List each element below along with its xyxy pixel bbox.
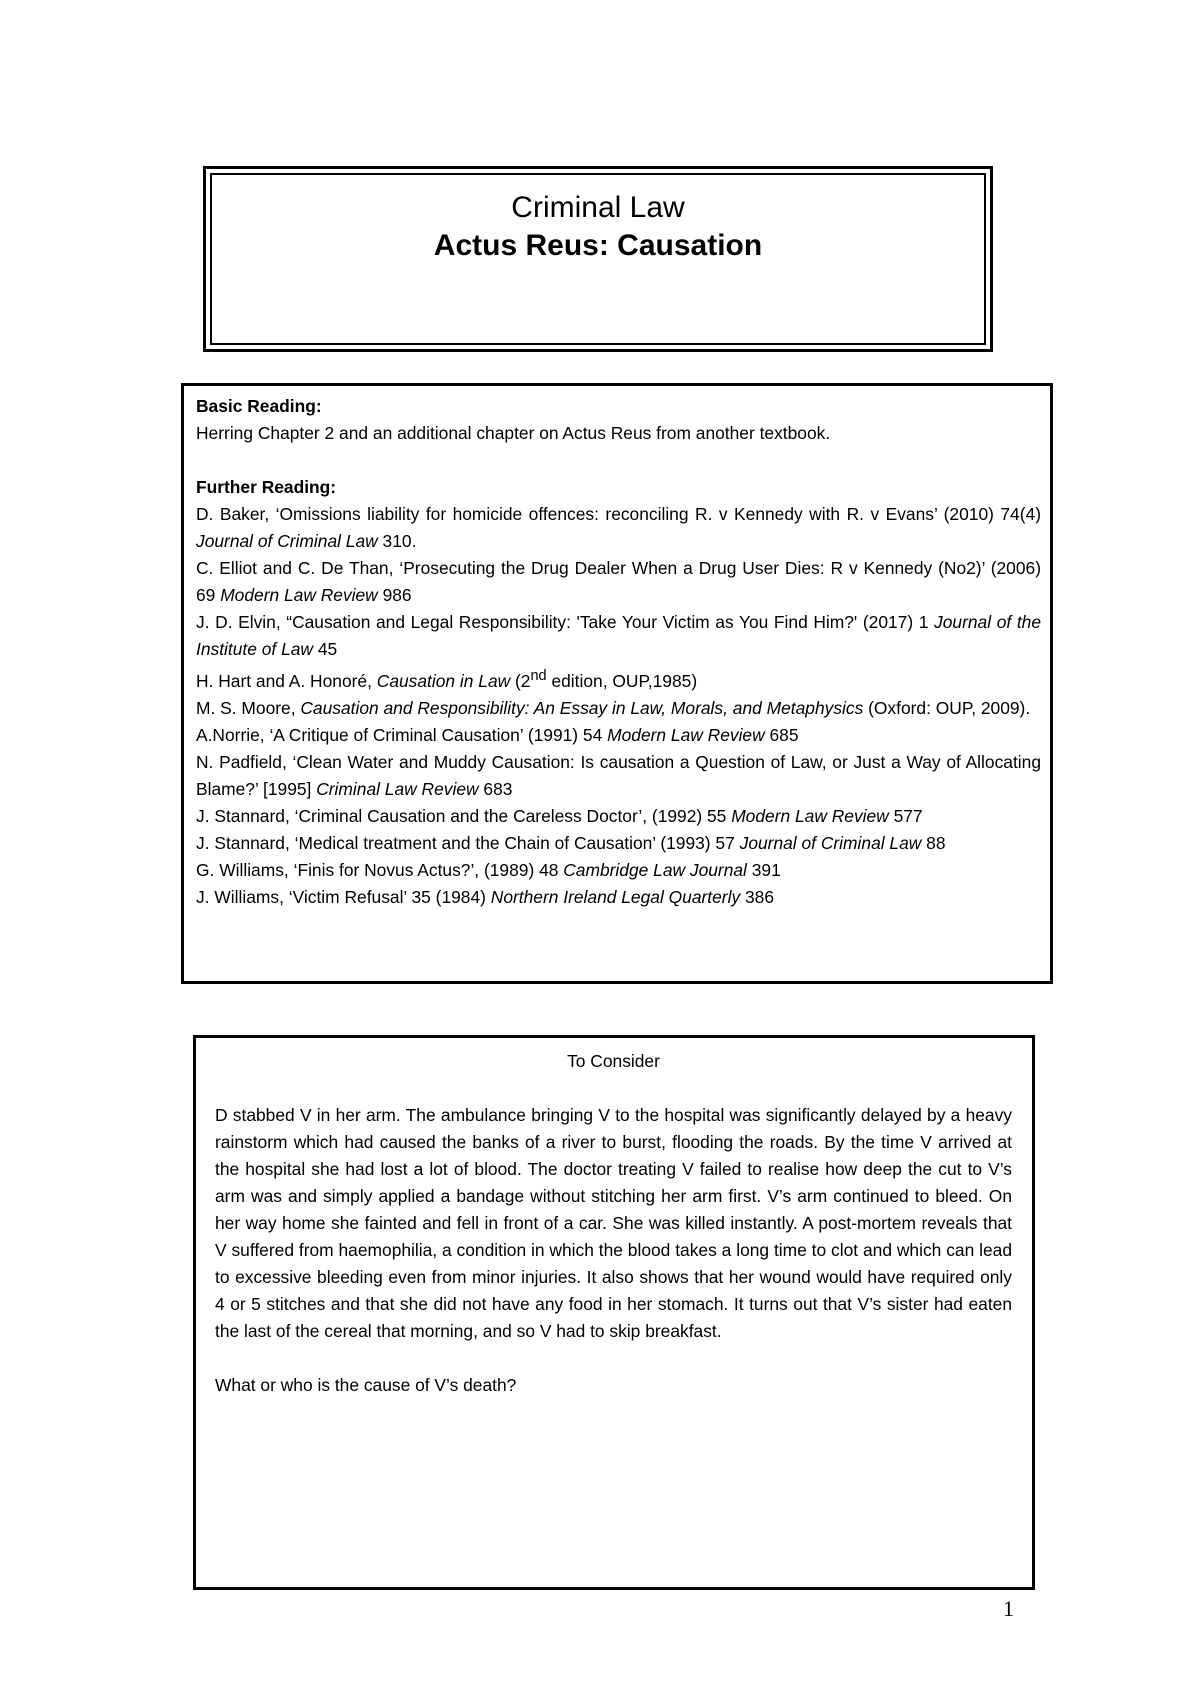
further-reading-heading: Further Reading: xyxy=(196,477,337,497)
reference-item: J. Stannard, ‘Medical treatment and the Chain of Causation’ (1993) 57 Journal of Criminal Law 88 xyxy=(196,832,946,853)
page-number: 1 xyxy=(1003,1596,1014,1621)
scenario-text: D stabbed V in her arm. The ambulance bringing V to the hospital was significantly delayed by a heavy rainstorm which had caused the banks of a river to burst, flooding the roads. By the time V arrived at the hospital she had lost a lot of blood. The doctor treating V failed to realise how deep the cut to V’s arm was and simply applied a bandage without stitching her arm first. V’s arm continued to bleed. On her way home she fainted and fell in front of a car. She was killed instantly. A post-mortem reveals that V suffered from haemophilia, a condition in which the blood takes a long time to clot and which can lead to excessive bleeding even from minor injuries. It also shows that her wound would have required only 4 or 5 stitches and that she did not have any food in her stomach. It turns out that V’s sister had eaten the last of the cereal that morning, and so V had to skip breakfast. xyxy=(215,1105,1012,1341)
question-text: What or who is the cause of V’s death? xyxy=(215,1375,517,1395)
reference-item: H. Hart and A. Honoré, Causation in Law (2nd edition, OUP,1985) xyxy=(196,668,698,691)
reading-list-box xyxy=(181,383,1053,984)
document-title: Criminal Law xyxy=(511,191,685,224)
reference-item: J. Stannard, ‘Criminal Causation and the Careless Doctor’, (1992) 55 Modern Law Review 577 xyxy=(196,805,923,826)
title-box xyxy=(210,173,986,345)
basic-reading-heading: Basic Reading: xyxy=(196,396,322,416)
reference-item: J. D. Elvin, “Causation and Legal Responsibility: 'Take Your Victim as You Find Him?' (2017) 1 Journal of the Institute of Law 45 xyxy=(196,612,1041,659)
document-subtitle: Actus Reus: Causation xyxy=(433,229,763,262)
basic-reading-text: Herring Chapter 2 and an additional chapter on Actus Reus from another textbook. xyxy=(196,423,831,443)
reference-item: N. Padfield, ‘Clean Water and Muddy Causation: Is causation a Question of Law, or Just a Way of Allocating Blame?’ [1995] Criminal Law Review 683 xyxy=(196,751,1041,799)
to-consider-title: To Consider xyxy=(567,1051,660,1071)
reference-item: D. Baker, ‘Omissions liability for homicide offences: reconciling R. v Kennedy with R. v Evans’ (2010) 74(4) Journal of Criminal Law 310. xyxy=(196,504,1041,551)
reference-item: J. Williams, ‘Victim Refusal’ 35 (1984) Northern Ireland Legal Quarterly 386 xyxy=(196,886,775,907)
reference-item: M. S. Moore, Causation and Responsibility: An Essay in Law, Morals, and Metaphysics (Oxford: OUP, 2009). xyxy=(196,697,1031,718)
to-consider-box xyxy=(193,1035,1035,1590)
reference-item: A.Norrie, ‘A Critique of Criminal Causation’ (1991) 54 Modern Law Review 685 xyxy=(196,724,799,745)
reference-item: C. Elliot and C. De Than, ‘Prosecuting the Drug Dealer When a Drug User Dies: R v Kennedy (No2)’ (2006) 69 Modern Law Review 986 xyxy=(196,558,1041,605)
reference-item: G. Williams, ‘Finis for Novus Actus?’, (1989) 48 Cambridge Law Journal 391 xyxy=(196,859,781,880)
